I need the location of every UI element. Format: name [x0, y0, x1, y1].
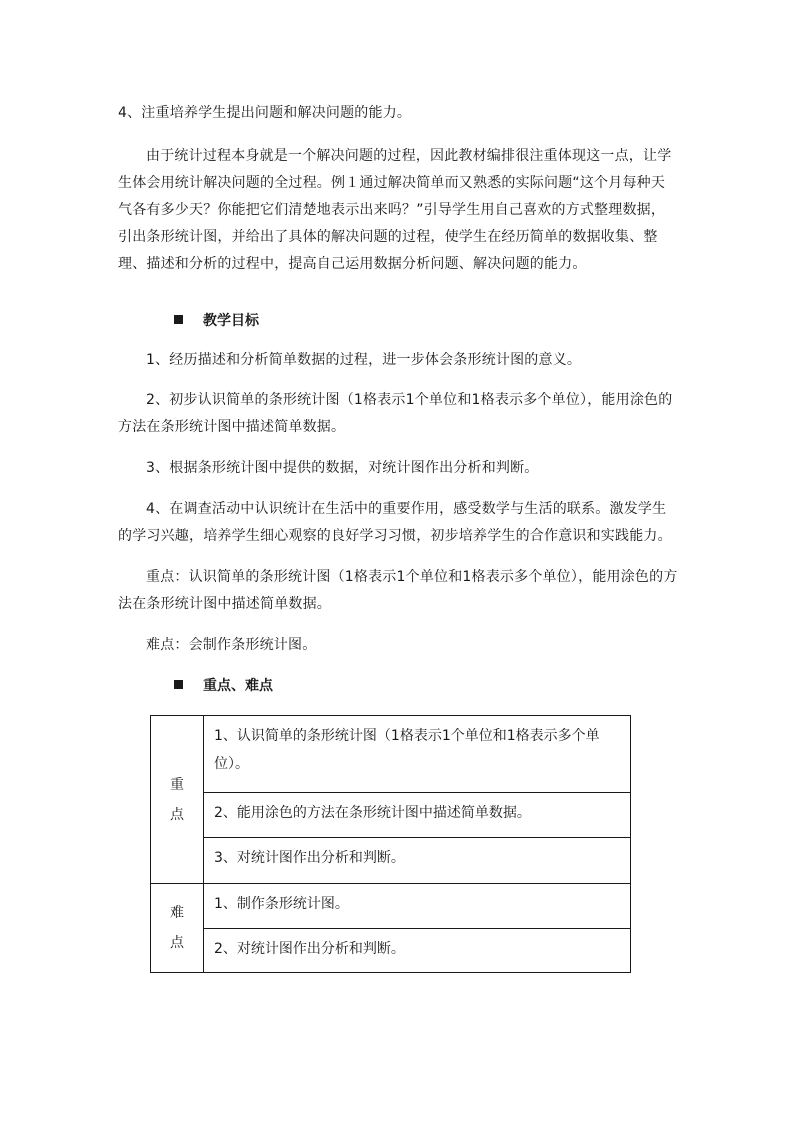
key-category-cell — [151, 716, 204, 884]
goal-item-2: 2、初步认识简单的条形统计图（1格表示1个单位和1格表示多个单位），能用涂色的方法在条形统计图中描述简单数据。 — [118, 392, 673, 435]
paragraph-statistics-process: 由于统计过程本身就是一个解决问题的过程，因此教材编排很注重体现这一点，让学生体会用统计解决问题的全过程。例１通过解决简单而又熟悉的实际问题“这个月每种天气各有多少天？你能把它们清楚地表示出来吗？”引导学生用自己喜欢的方式整理数据，引出条形统计图，并给出了具体的解决问题的过程，使学生在经历简单的数据收集、整理、描述和分析的过程中，提高自己运用数据分析问题、解决问题的能力。 — [118, 148, 672, 272]
section-title: 教学目标 — [203, 313, 259, 329]
section-heading-teaching-goals — [174, 311, 259, 331]
key-item-cell: 1、认识简单的条形统计图（1格表示1个单位和1格表示多个单位）。 — [204, 716, 631, 793]
goal-item-4: 4、在调查活动中认识统计在生活中的重要作用，感受数学与生活的联系。激发学生的学习兴趣，培养学生细心观察的良好学习习惯，初步培养学生的合作意识和实践能力。 — [118, 501, 672, 544]
key-item-cell: 2、能用涂色的方法在条形统计图中描述简单数据。 — [204, 793, 631, 838]
difficulty-item-cell: 2、对统计图作出分析和判断。 — [204, 929, 631, 973]
table-row — [151, 716, 631, 793]
table-row — [151, 793, 631, 838]
keypoints-table — [150, 715, 631, 973]
paragraph-ability-goal: 4、注重培养学生提出问题和解决问题的能力。 — [118, 105, 412, 121]
difficulty-category-label-2: 点 — [170, 935, 184, 951]
key-item-cell: 3、对统计图作出分析和判断。 — [204, 838, 631, 884]
goal-item-1: 1、经历描述和分析简单数据的过程，进一步体会条形统计图的意义。 — [146, 352, 582, 368]
difficulty-item-cell: 1、制作条形统计图。 — [204, 884, 631, 929]
key-category-label-1: 重 — [170, 776, 184, 793]
table-row — [151, 838, 631, 884]
key-point-text: 重点：认识简单的条形统计图（1格表示1个单位和1格表示多个单位），能用涂色的方法在条形统计图中描述简单数据。 — [118, 569, 678, 612]
square-bullet-icon — [174, 315, 183, 324]
difficulty-text: 难点：会制作条形统计图。 — [146, 637, 317, 653]
square-bullet-icon — [174, 680, 183, 689]
goal-item-3: 3、根据条形统计图中提供的数据，对统计图作出分析和判断。 — [146, 460, 539, 476]
section-heading-keypoints — [174, 676, 273, 696]
difficulty-category-cell — [151, 884, 204, 973]
table-row — [151, 929, 631, 973]
difficulty-category-label-1: 难 — [170, 905, 184, 921]
table-row — [151, 884, 631, 929]
key-category-label-2: 点 — [170, 806, 184, 823]
section-title: 重点、难点 — [203, 678, 273, 694]
